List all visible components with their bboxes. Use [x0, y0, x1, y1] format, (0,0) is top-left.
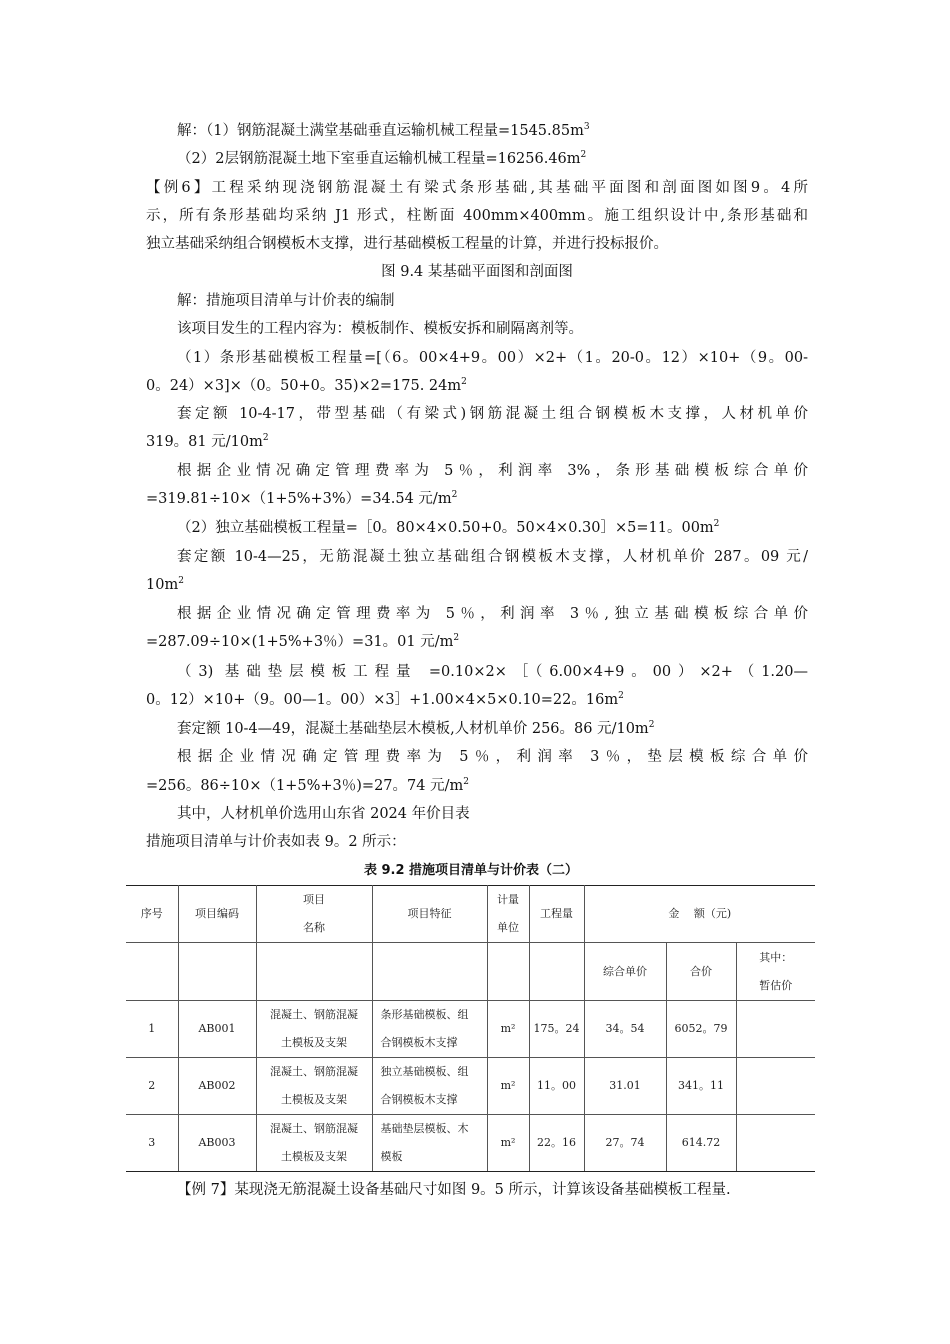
header-code: 项目编码: [178, 886, 256, 943]
paragraph-line: 319。81 元$/10m^2$: [146, 433, 269, 450]
paragraph-line: 0。12）×10+（9。00—1。00）×3］+1.00×4×5×0.10=22。$16m^2$: [146, 691, 624, 708]
header-unit: 计量 单位: [487, 886, 529, 943]
header-unit-price: 综合单价: [584, 943, 666, 1001]
superscript: 2: [178, 576, 184, 587]
paragraph-line: $10m^2$: [146, 576, 184, 593]
paragraph-line: =256。86÷10×（1+5%+3％)=27。74 元$/m^2$: [146, 777, 469, 794]
header-estimate: 其中： 暂估价: [736, 943, 815, 1001]
cell-total: 614.72: [666, 1115, 736, 1172]
paragraph-line: 措施项目清单与计价表如表 9。2 所示：: [146, 834, 406, 850]
header-name: 项目 名称: [256, 886, 372, 943]
header-seq: 序号: [126, 886, 178, 943]
cell-unit-price: 31.01: [584, 1058, 666, 1115]
cell-unit-price: 27。74: [584, 1115, 666, 1172]
cell-code: AB003: [178, 1115, 256, 1172]
paragraph-line: 其中，人材机单价选用山东省 2024 年价目表: [177, 806, 470, 822]
superscript: 2: [618, 691, 624, 702]
superscript: 2: [461, 377, 467, 388]
paragraph-line: 根据企业情况确定管理费率为 5％，利润率 3％,独立基础模板综合单价: [177, 606, 808, 622]
paragraph-line: 套定额 10-4-17，带型基础（有梁式)钢筋混凝土组合钢模板木支撑，人材机单价: [177, 406, 808, 422]
paragraph-line: 套定额 10-4—25，无筋混凝土独立基础组合钢模板木支撑，人材机单价 287。09 元/: [177, 549, 808, 565]
cell-name: 混凝土、钢筋混凝 土模板及支架: [256, 1058, 372, 1115]
cell-unit: m²: [487, 1058, 529, 1115]
cell-unit: m²: [487, 1115, 529, 1172]
superscript: 2: [463, 777, 469, 788]
table-row: [126, 1115, 815, 1172]
paragraph-line: 【例6】工程采纳现浇钢筋混凝土有梁式条形基础,其基础平面图和剖面图如图9。4所: [146, 180, 808, 196]
cell-total: 341。11: [666, 1058, 736, 1115]
superscript: 2: [580, 150, 587, 161]
superscript: 2: [648, 720, 655, 731]
table-row: [126, 1058, 815, 1115]
header-total: 合价: [666, 943, 736, 1001]
paragraph-line: 示，所有条形基础均采纳 J1 形式，柱断面 400mm×400mm。施工组织设计中,条形基础和: [146, 208, 808, 224]
header-feature: 项目特征: [372, 886, 487, 943]
superscript: 2: [453, 633, 460, 644]
cell-feature: 独立基础模板、组 合钢模板木支撑: [372, 1058, 487, 1115]
cell-estimate: [736, 1001, 815, 1058]
paragraph-line: 该项目发生的工程内容为：模板制作、模板安拆和刷隔离剂等。: [177, 321, 583, 337]
paragraph-line: （2）独立基础模板工程量=［0。80×4×0.50+0。50×4×0.30］×5=11。$00m^2$: [177, 519, 720, 536]
paragraph-line: （1）条形基础模板工程量=[（6。00×4+9。00）×2+（1。20-0。12）×10+（9。00-: [177, 350, 808, 366]
cell-unit-price: 34。54: [584, 1001, 666, 1058]
paragraph-line: 【例 7】某现浇无筋混凝土设备基础尺寸如图 9。5 所示，计算该设备基础模板工程量.: [177, 1182, 731, 1198]
paragraph-line: 套定额 10-4—49，混凝土基础垫层木模板,人材机单价 256。86 元$/10m^2$: [177, 720, 655, 737]
paragraph-line: （3) 基础垫层模板工程量 =0.10×2×［（6.00×4+9。00）×2+（1.20—: [177, 664, 808, 680]
paragraph-line: =287.09÷10×(1+5%+3％）=31。01 元$/m^2$: [146, 633, 460, 650]
table-row: [126, 1001, 815, 1058]
paragraph-line: （2）2层钢筋混凝土地下室垂直运输机械工程量$=16256.46m^2$: [177, 150, 587, 167]
paragraph-line: 解：（1）钢筋混凝土满堂基础垂直运输机械工程量$=1545.85m^3$: [177, 122, 590, 139]
cell-estimate: [736, 1115, 815, 1172]
table-subheader-row: [126, 943, 815, 1001]
superscript: 2: [451, 490, 458, 501]
cell-estimate: [736, 1058, 815, 1115]
cell-total: 6052。79: [666, 1001, 736, 1058]
cell-unit: m²: [487, 1001, 529, 1058]
cell-name: 混凝土、钢筋混凝 土模板及支架: [256, 1001, 372, 1058]
superscript: 3: [583, 122, 590, 133]
cell-seq: 2: [126, 1058, 178, 1115]
paragraph-line: 独立基础采纳组合钢模板木支撑，进行基础模板工程量的计算，并进行投标报价。: [146, 236, 668, 252]
cell-seq: 3: [126, 1115, 178, 1172]
header-quantity: 工程量: [529, 886, 584, 943]
paragraph-line: 根据企业情况确定管理费率为 5％，利润率 3％，垫层模板综合单价: [177, 749, 808, 765]
cell-name: 混凝土、钢筋混凝 土模板及支架: [256, 1115, 372, 1172]
cell-feature: 基础垫层模板、木 模板: [372, 1115, 487, 1172]
figure-caption: 图 9.4 某基础平面图和剖面图: [381, 264, 573, 280]
header-amount: 金 额（元): [584, 886, 815, 943]
superscript: 2: [262, 433, 269, 444]
table-caption: 表 9.2 措施项目清单与计价表（二）: [363, 863, 579, 878]
cell-code: AB002: [178, 1058, 256, 1115]
cell-quantity: 11。00: [529, 1058, 584, 1115]
cell-quantity: 175。24: [529, 1001, 584, 1058]
paragraph-line: 根据企业情况确定管理费率为 5％，利润率 3%，条形基础模板综合单价: [177, 463, 808, 479]
cell-seq: 1: [126, 1001, 178, 1058]
paragraph-line: 解：措施项目清单与计价表的编制: [177, 293, 395, 309]
table-header-row: [126, 886, 815, 943]
measures-pricing-table: [126, 885, 815, 1172]
superscript: 2: [713, 519, 720, 530]
cell-code: AB001: [178, 1001, 256, 1058]
paragraph-line: 0。24）×3]×（0。50+0。35)×2=175. $24m^2$: [146, 377, 467, 394]
cell-quantity: 22。16: [529, 1115, 584, 1172]
cell-feature: 条形基础模板、组 合钢模板木支撑: [372, 1001, 487, 1058]
paragraph-line: =319.81÷10×（1+5%+3%）=34.54 元$/m^2$: [146, 490, 458, 507]
